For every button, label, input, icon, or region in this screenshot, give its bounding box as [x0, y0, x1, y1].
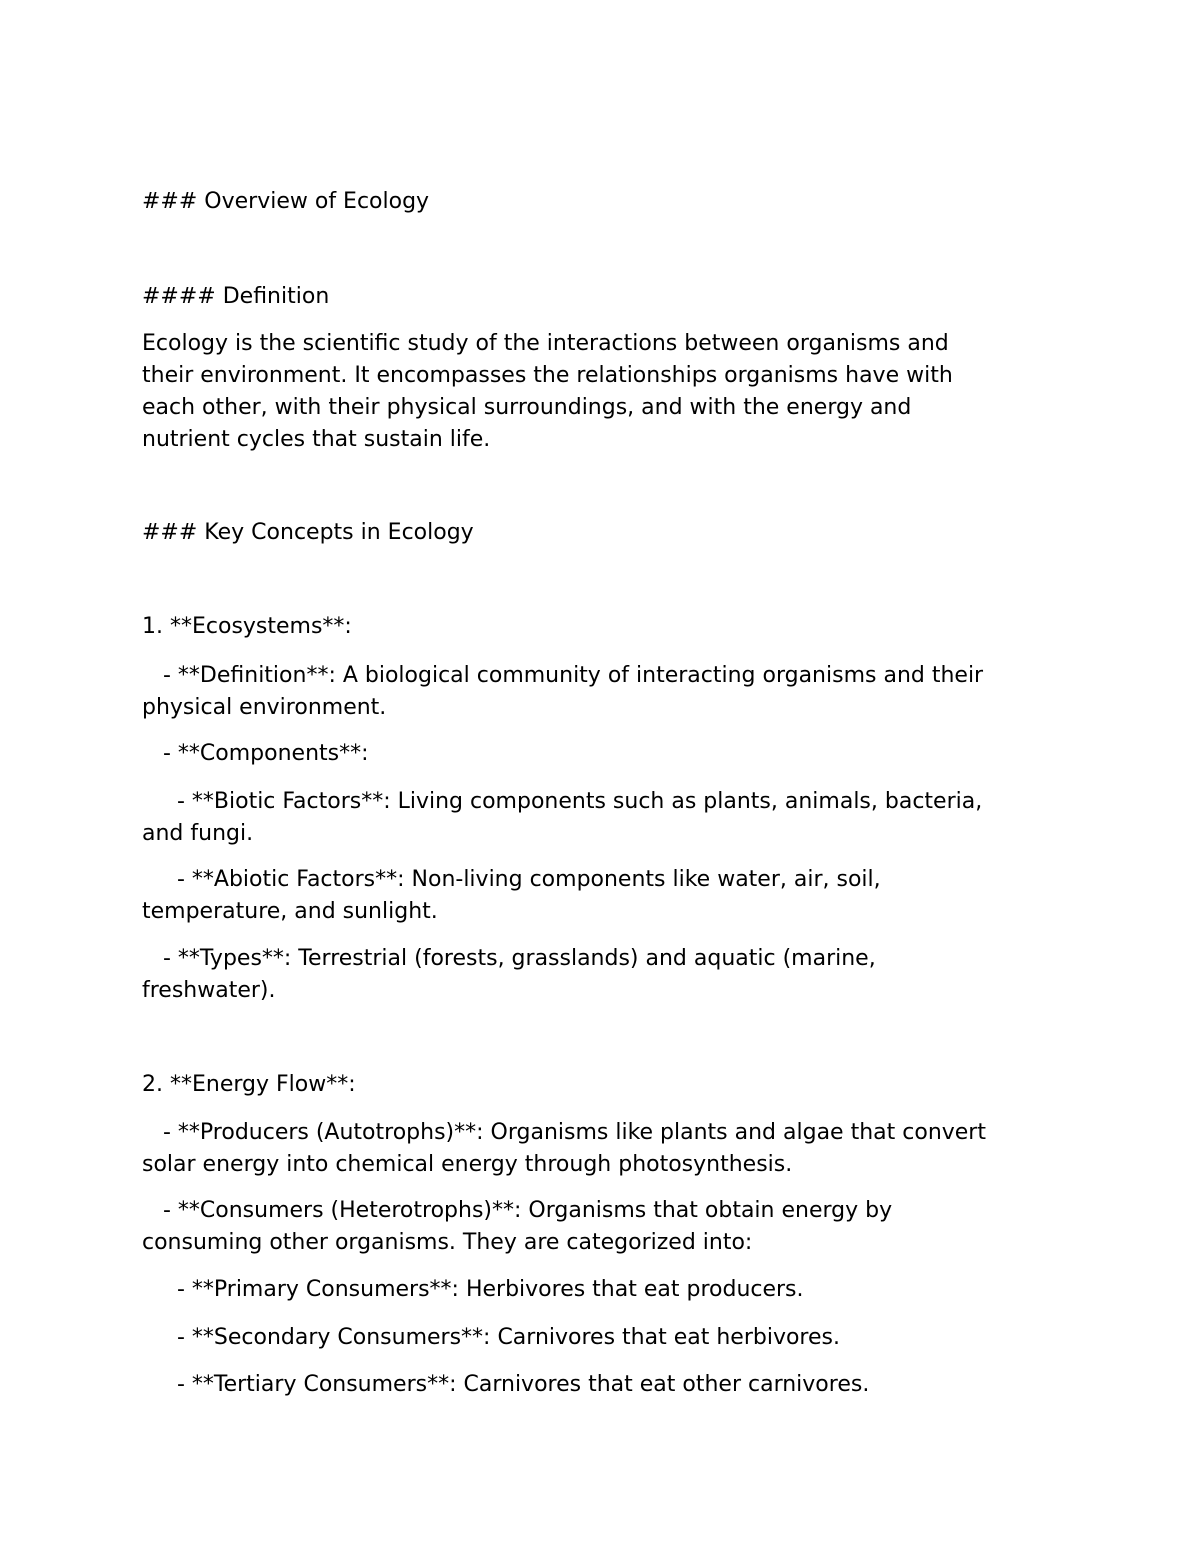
- sub-item-definition-cont: physical environment.: [142, 695, 387, 720]
- sub-item-producers: - **Producers (Autotrophs)**: Organisms like plants and algae that convert: [142, 1120, 986, 1145]
- list-item-energy-flow: 2. **Energy Flow**:: [142, 1072, 356, 1097]
- sub-sub-item-tertiary-consumers: - **Tertiary Consumers**: Carnivores that eat other carnivores.: [142, 1372, 870, 1397]
- definition-text-line: their environment. It encompasses the relationships organisms have with: [142, 363, 953, 388]
- definition-text-line: nutrient cycles that sustain life.: [142, 427, 491, 452]
- sub-item-consumers-cont: consuming other organisms. They are categorized into:: [142, 1230, 753, 1255]
- section-heading-overview: ### Overview of Ecology: [142, 189, 430, 214]
- sub-sub-item-biotic-cont: and fungi.: [142, 821, 254, 846]
- subheading-definition: #### Definition: [142, 284, 330, 309]
- sub-item-consumers: - **Consumers (Heterotrophs)**: Organisms that obtain energy by: [142, 1198, 893, 1223]
- sub-sub-item-abiotic: - **Abiotic Factors**: Non-living components like water, air, soil,: [142, 867, 881, 892]
- section-heading-key-concepts: ### Key Concepts in Ecology: [142, 520, 474, 545]
- definition-text-line: each other, with their physical surroundings, and with the energy and: [142, 395, 912, 420]
- sub-item-definition: - **Definition**: A biological community of interacting organisms and their: [142, 663, 984, 688]
- sub-sub-item-biotic: - **Biotic Factors**: Living components such as plants, animals, bacteria,: [142, 789, 983, 814]
- sub-item-components: - **Components**:: [142, 741, 369, 766]
- sub-sub-item-primary-consumers: - **Primary Consumers**: Herbivores that eat producers.: [142, 1277, 804, 1302]
- definition-text-line: Ecology is the scientific study of the interactions between organisms and: [142, 331, 949, 356]
- sub-sub-item-abiotic-cont: temperature, and sunlight.: [142, 899, 438, 924]
- sub-item-types: - **Types**: Terrestrial (forests, grasslands) and aquatic (marine,: [142, 946, 876, 971]
- list-item-ecosystems: 1. **Ecosystems**:: [142, 614, 352, 639]
- sub-item-types-cont: freshwater).: [142, 978, 276, 1003]
- sub-item-producers-cont: solar energy into chemical energy through photosynthesis.: [142, 1152, 793, 1177]
- sub-sub-item-secondary-consumers: - **Secondary Consumers**: Carnivores that eat herbivores.: [142, 1325, 840, 1350]
